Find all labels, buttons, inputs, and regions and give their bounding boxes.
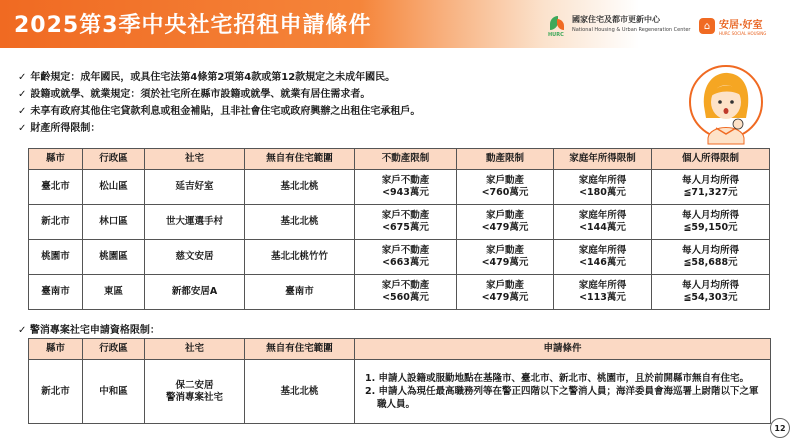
cell-household-income: 家庭年所得 <113萬元 (554, 275, 652, 310)
woman-thinking-icon (686, 62, 766, 148)
cell-personal-income: 每人月均所得 ≦59,150元 (652, 205, 770, 240)
cell-range: 基北北桃 (245, 170, 355, 205)
cell-personal-income: 每人月均所得 ≦71,327元 (652, 170, 770, 205)
cell-real-estate: 家戶不動產 <675萬元 (355, 205, 457, 240)
header-district: 行政區 (83, 339, 145, 360)
bullet-residency: ✓ 設籍或就學、就業規定：須於社宅所在縣市設籍或就學、就業有居住需求者。 (18, 89, 371, 100)
section2-label: ✓ 警消專案社宅申請資格限制： (18, 325, 160, 336)
cell-range: 基北北桃 (245, 205, 355, 240)
condition-2: 2. 申請人為現任最高職務列等在警正四階以下之警消人員；海洋委員會海巡署上尉階以下之軍職人員。 (365, 386, 759, 410)
bullet-income: ✓ 財產所得限制： (18, 123, 101, 134)
table-header-row (29, 339, 771, 360)
header-housing: 社宅 (145, 339, 245, 360)
cell-real-estate: 家戶不動產 <560萬元 (355, 275, 457, 310)
bullet-age: ✓ 年齡規定：成年國民，或具住宅法第4條第2項第4款或第12款規定之未成年國民。 (18, 72, 396, 83)
cell-personal-income: 每人月均所得 ≦54,303元 (652, 275, 770, 310)
header-banner (0, 0, 799, 48)
cell-movable-assets: 家戶動產 <479萬元 (457, 240, 554, 275)
check-icon: ✓ (18, 325, 27, 336)
table-row (29, 275, 770, 310)
cell-personal-income: 每人月均所得 ≦58,688元 (652, 240, 770, 275)
header-city: 縣市 (29, 339, 83, 360)
cell-movable-assets: 家戶動產 <479萬元 (457, 275, 554, 310)
cell-range: 基北北桃 (245, 360, 355, 424)
table-row (29, 240, 770, 275)
bullet-subsidy: ✓ 未享有政府其他住宅貸款利息或租金補貼，且非社會住宅或政府興辦之出租住宅承租戶。 (18, 106, 421, 117)
check-icon: ✓ (18, 123, 27, 134)
cell-district: 林口區 (83, 205, 145, 240)
header-housing: 社宅 (145, 149, 245, 170)
social-housing-name-zh: 安居‧好室 (719, 20, 763, 31)
cell-conditions (355, 360, 771, 424)
table-row (29, 205, 770, 240)
cell-city: 臺北市 (29, 170, 83, 205)
cell-city: 新北市 (29, 205, 83, 240)
cell-real-estate: 家戶不動產 <943萬元 (355, 170, 457, 205)
cell-district: 松山區 (83, 170, 145, 205)
header-no-home-range: 無自有住宅範圍 (245, 339, 355, 360)
social-housing-name-en: HURC SOCIAL HOUSING (719, 31, 767, 36)
hurc-mark-text: HURC (548, 32, 564, 38)
header-district: 行政區 (83, 149, 145, 170)
cell-housing: 延吉好室 (145, 170, 245, 205)
header-movable-assets-limit: 動產限制 (457, 149, 554, 170)
social-housing-logo (699, 16, 766, 36)
cell-household-income: 家庭年所得 <180萬元 (554, 170, 652, 205)
police-housing-table (28, 338, 771, 424)
cell-household-income: 家庭年所得 <146萬元 (554, 240, 652, 275)
page-title: 2025第3季中央社宅招租申請條件 (14, 13, 372, 38)
cell-district: 桃園區 (83, 240, 145, 275)
page-number: 12 (770, 418, 790, 438)
header-city: 縣市 (29, 149, 83, 170)
check-icon: ✓ (18, 106, 27, 117)
cell-district: 中和區 (83, 360, 145, 424)
check-icon: ✓ (18, 72, 27, 83)
hurc-leaf-icon (548, 14, 566, 40)
financial-limits-table (28, 148, 770, 310)
cell-city: 臺南市 (29, 275, 83, 310)
header-real-estate-limit: 不動產限制 (355, 149, 457, 170)
hurc-name-en: National Housing & Urban Regeneration Center (572, 27, 691, 33)
eligibility-bullets (18, 69, 420, 137)
header-personal-income-limit: 個人所得限制 (652, 149, 770, 170)
table-row (29, 170, 770, 205)
cell-real-estate: 家戶不動產 <663萬元 (355, 240, 457, 275)
cell-movable-assets: 家戶動產 <479萬元 (457, 205, 554, 240)
header-conditions: 申請條件 (355, 339, 771, 360)
cell-housing: 慈文安居 (145, 240, 245, 275)
table-header-row (29, 149, 770, 170)
hurc-logo (548, 14, 690, 40)
check-icon: ✓ (18, 89, 27, 100)
cell-city: 桃園市 (29, 240, 83, 275)
cell-district: 東區 (83, 275, 145, 310)
header-no-home-range: 無自有住宅範圍 (245, 149, 355, 170)
hurc-name-zh: 國家住宅及都市更新中心 (572, 15, 660, 24)
cell-household-income: 家庭年所得 <144萬元 (554, 205, 652, 240)
cell-range: 臺南市 (245, 275, 355, 310)
header-household-income-limit: 家庭年所得限制 (554, 149, 652, 170)
cell-movable-assets: 家戶動產 <760萬元 (457, 170, 554, 205)
cell-housing: 世大運選手村 (145, 205, 245, 240)
cell-housing: 新都安居A (145, 275, 245, 310)
condition-1: 1. 申請人設籍或服勤地點在基隆市、臺北市、新北市、桃園市，且於前開縣市無自有住宅。 (365, 373, 750, 384)
table-row (29, 360, 771, 424)
cell-range: 基北北桃竹竹 (245, 240, 355, 275)
house-icon: ⌂ (699, 18, 715, 34)
cell-housing: 保二安居 警消專案社宅 (145, 360, 245, 424)
cell-city: 新北市 (29, 360, 83, 424)
